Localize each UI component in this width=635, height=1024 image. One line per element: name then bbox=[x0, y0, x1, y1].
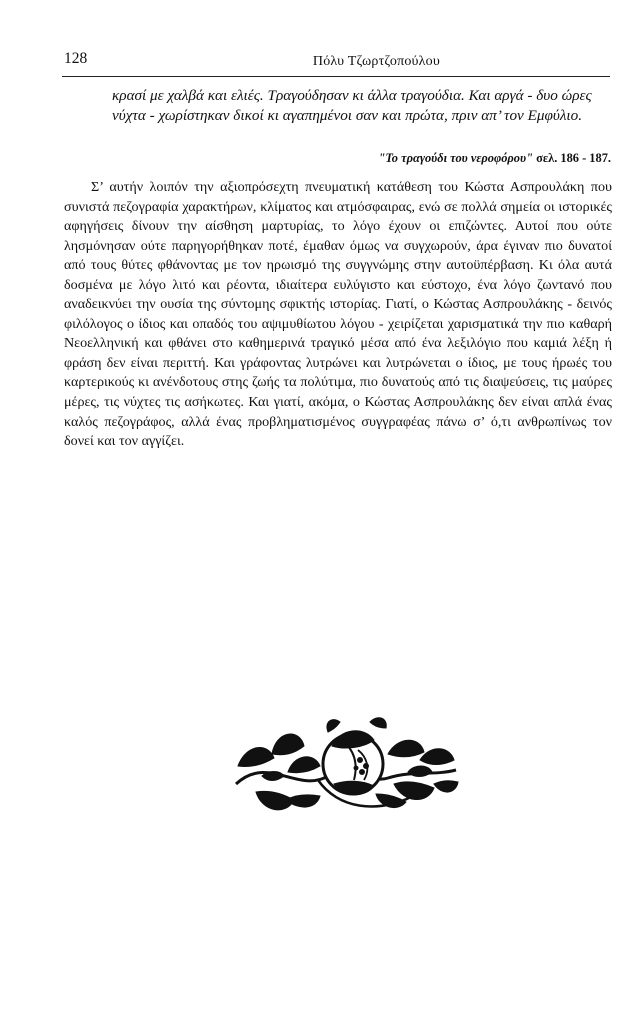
quotation-block bbox=[112, 86, 602, 126]
citation-title: "Το τραγούδι του νεροφόρου" bbox=[378, 151, 533, 165]
body-text bbox=[64, 178, 612, 452]
quotation-text: κρασί με χαλβά και ελιές. Τραγούδησαν κι άλλα τραγούδια. Και αργά - δυο ώρες νύχτα - χωρίστηκαν δικοί κι αγαπημένοι σαν και πρώτα, πριν απ’ τον Εμφύλιο. bbox=[112, 87, 592, 124]
citation bbox=[378, 151, 611, 166]
body-paragraph: Σ’ αυτήν λοιπόν την αξιοπρόσεχτη πνευματική κατάθεση του Κώστα Ασπρουλάκη που συνιστά πεζογραφία χαρακτήρων, κλίματος και ατμόσφαιρας, ενώ σε πολλά σημεία οι ιστορικές αφηγήσεις δίνουν την αίσθηση μαρτυρίας, το λόγο έχουν οι επιζώντες. Αυτοί που ούτε λησμόνησαν ούτε παρηγορήθηκαν ποτέ, έμαθαν όμως να συγχωρούν, άρα έγιναν πιο δυνατοί από τους θύτες φθάνοντας με τον ηρωισμό της συγγνώμης στην αυτοϋπέρβαση. Κι όλα αυτά δοσμένα με λόγο λιτό και ρέοντα, ιδιαίτερα ευλύγιστο και εύστοχο, ένα λόγο ζωντανό που αναδεικνύει την ουσία της σύντομης σφικτής ιστορίας. Γιατί, ο Κώστας Ασπρουλάκης - δεινός φιλόλογος ο ίδιος και οπαδός του αψιμυθίωτου λόγου - χειρίζεται χαρισματικά την πιο καθαρή Νεοελληνική και φθάνει στο καθημερινά τραγικό μέσα από ένα λεξιλόγιο που καμιά λέξη ή φράση δεν είναι περιττή. Και γράφοντας λυτρώνει και λυτρώνεται ο ίδιος, με τους ήρωές του καρτερικούς κι ανένδοτους στης ζωής τα πολύτιμα, πιο δυνατούς από τις διαψεύσεις, τις μαύρες μέρες, τις νύχτες τις ασήκωτες. Και γιατί, ακόμα, ο Κώστας Ασπρουλάκης δεν είναι απλά ένας καλός πεζογράφος, αλλά ένας προβληματισμένος συγγραφέας πάνω σ’ ό,τι ανθρωπίνως τον δονεί και τον αγγίζει. bbox=[64, 179, 612, 450]
page-number: 128 bbox=[64, 50, 88, 67]
running-head: Πόλυ Τζωρτζοπούλου bbox=[312, 54, 440, 69]
citation-pages: σελ. 186 - 187. bbox=[536, 151, 611, 165]
floral-ornament-icon bbox=[228, 714, 463, 824]
page-header bbox=[62, 50, 610, 77]
